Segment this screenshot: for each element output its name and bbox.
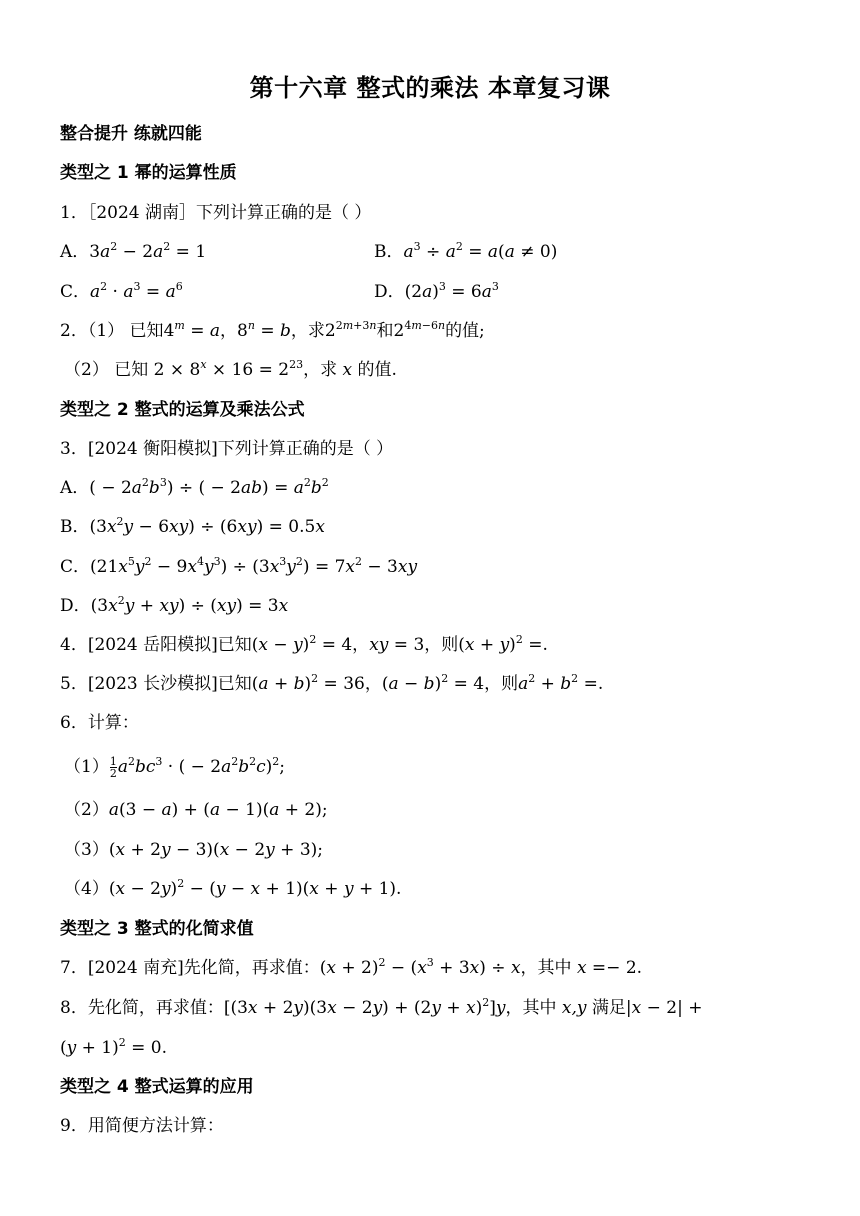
math-expression: $a^2 + b^2$ = [518, 672, 598, 694]
question-number: 1． [60, 203, 88, 223]
question-text: 用简便方法计算： [87, 1116, 224, 1136]
question-number: 6． [60, 713, 88, 733]
question-3-option-b: B．$(3x^2y - 6xy) \div (6xy) = 0.5x$ [60, 515, 325, 537]
math-expression: (x + 2y − 3)(x − 2y + 3); [108, 840, 323, 860]
math-expression: $(3x^2y - 6xy) \div (6xy) = 0.5x$ [89, 515, 325, 537]
question-8: 8．先化简，再求值：$[(3x + 2y)(3x - 2y) + (2y + x)^2]y$，其中 x,y 满足|x − 2| + [60, 996, 703, 1018]
question-3-option-a: A．( − $2a^2b^3$) ÷ ( − $2ab) = a^2b^2$ [60, 476, 329, 498]
question-number: 7． [60, 958, 88, 978]
math-expression: $(x + 2)^2 - (x^3 + 3x) \div x$ [319, 956, 521, 978]
question-5: 5．[2023 长沙模拟]已知$(a + b)^2 = 36$，$(a - b)^2 = 4$，则$a^2 + b^2$ =. [60, 672, 604, 694]
question-4: 4．[2024 岳阳模拟]已知$(x - y)^2 = 4$，xy = 3，则$(x + y)^2$ =. [60, 633, 548, 655]
page-title: 第十六章 整式的乘法 本章复习课 [249, 74, 611, 102]
question-number: 3． [60, 439, 88, 459]
section-heading-type2: 类型之 2 整式的运算及乘法公式 [60, 400, 305, 420]
question-3-option-d: D．$(3x^2y + xy) \div (xy) = 3x$ [60, 594, 289, 616]
question-text: ［2024 湖南］下列计算正确的是（ ） [87, 203, 372, 223]
question-6-item-3: （3）(x + 2y − 3)(x − 2y + 3); [64, 840, 323, 860]
question-text: 计算： [87, 713, 139, 733]
math-expression: $4^m = a$，$8^n = b$ [163, 319, 291, 341]
math-expression: $(3x^2y + xy) \div (xy) = 3x$ [90, 594, 289, 616]
question-6-item-2: （2）a(3 − a) + (a − 1)(a + 2); [64, 800, 328, 820]
section-heading-intro: 整合提升 练就四能 [60, 124, 202, 144]
math-expression: ( − $2a^2b^3$) ÷ ( − $2ab) = a^2b^2$ [89, 476, 329, 498]
math-expression: $2 \times 8^x \times 16 = 2^{23}$ [153, 358, 304, 380]
section-heading-type1: 类型之 1 幂的运算性质 [60, 163, 237, 183]
section-heading-type3: 类型之 3 整式的化简求值 [60, 919, 254, 939]
question-number: 8． [60, 998, 88, 1018]
math-expression: $\frac{1}{2}$ $a^2bc^3$ · ( − $2a^2b^2c)^2$; [109, 755, 286, 780]
math-expression: $(x - y)^2 = 4$，xy = 3 [251, 633, 425, 655]
question-number: 5． [60, 674, 88, 694]
math-expression: $(21x^5y^2 - 9x^4y^3) \div (3x^3y^2) = 7x^2 - 3xy$ [90, 555, 418, 577]
math-expression: $2^{4m-6n}$ [393, 319, 446, 341]
math-expression: $(x + y)^2$ = [458, 633, 543, 655]
question-7: 7．[2024 南充]先化简，再求值：$(x + 2)^2 - (x^3 + 3x) \div x$，其中 x =− 2. [60, 956, 643, 978]
question-number: 9． [60, 1116, 88, 1136]
question-number: 2． [60, 321, 88, 341]
question-2-part-1: 2．（1） 已知$4^m = a$，$8^n = b$，求$2^{2m+3n}$和$2^{4m-6n}$的值; [60, 319, 485, 341]
math-variable: x [342, 360, 353, 380]
question-2-part-2: （2） 已知 $2 \times 8^x \times 16 = 2^{23}$，求 x 的值. [64, 358, 397, 380]
option-a-expression: $3a^2 - 2a^2 = 1$ [89, 240, 207, 262]
question-3-option-c: C．$(21x^5y^2 - 9x^4y^3) \div (3x^3y^2) = 7x^2 - 3xy$ [60, 555, 418, 577]
question-9 [60, 1113, 224, 1139]
option-label-a: A． [60, 242, 90, 262]
question-1 [60, 200, 371, 226]
option-label-b: B． [374, 242, 404, 262]
option-c-expression: $a^2 \cdot a^3 = a^6$ [90, 280, 183, 302]
option-label-c: C． [60, 282, 91, 302]
math-expression: |x − 2| + [625, 998, 703, 1018]
section-heading-type4: 类型之 4 整式运算的应用 [60, 1077, 254, 1097]
question-number: 4． [60, 635, 88, 655]
question-1-options-row-2 [60, 279, 760, 307]
math-expression: $(x - 2y)^2 - (y - x + 1)(x + y + 1)$. [108, 877, 402, 899]
question-6-item-1: $(1)\frac{1}{2}$ $a^2bc^3$ · ( − $2a^2b^2c)^2$; [64, 755, 286, 780]
question-3 [60, 436, 393, 462]
question-1-options-row-1 [60, 239, 760, 267]
question-6-item-4: $(4)(x - 2y)^2 - (y - x + 1)(x + y + 1)$. [64, 877, 402, 899]
option-label-d: D． [374, 282, 405, 302]
option-d-expression: $(2a)^3 = 6a^3$ [404, 280, 499, 302]
option-b-expression: $a^3 \div a^2 = a(a \ne 0)$ [403, 240, 558, 262]
math-expression: a(3 − a) + (a − 1)(a + 2); [108, 800, 328, 820]
math-expression: $(y + 1)^2 = 0$. [60, 1036, 168, 1058]
question-8-continued [60, 1035, 167, 1063]
math-expression: x =− 2. [576, 958, 643, 978]
math-expression: $(a + b)^2 = 36$，$(a - b)^2 = 4$ [251, 672, 485, 694]
question-6 [60, 710, 139, 736]
math-expression: $[(3x + 2y)(3x - 2y) + (2y + x)^2]y$ [223, 996, 506, 1018]
math-expression: $2^{2m+3n}$ [324, 319, 377, 341]
question-text: [2024 衡阳模拟]下列计算正确的是（ ） [87, 439, 394, 459]
